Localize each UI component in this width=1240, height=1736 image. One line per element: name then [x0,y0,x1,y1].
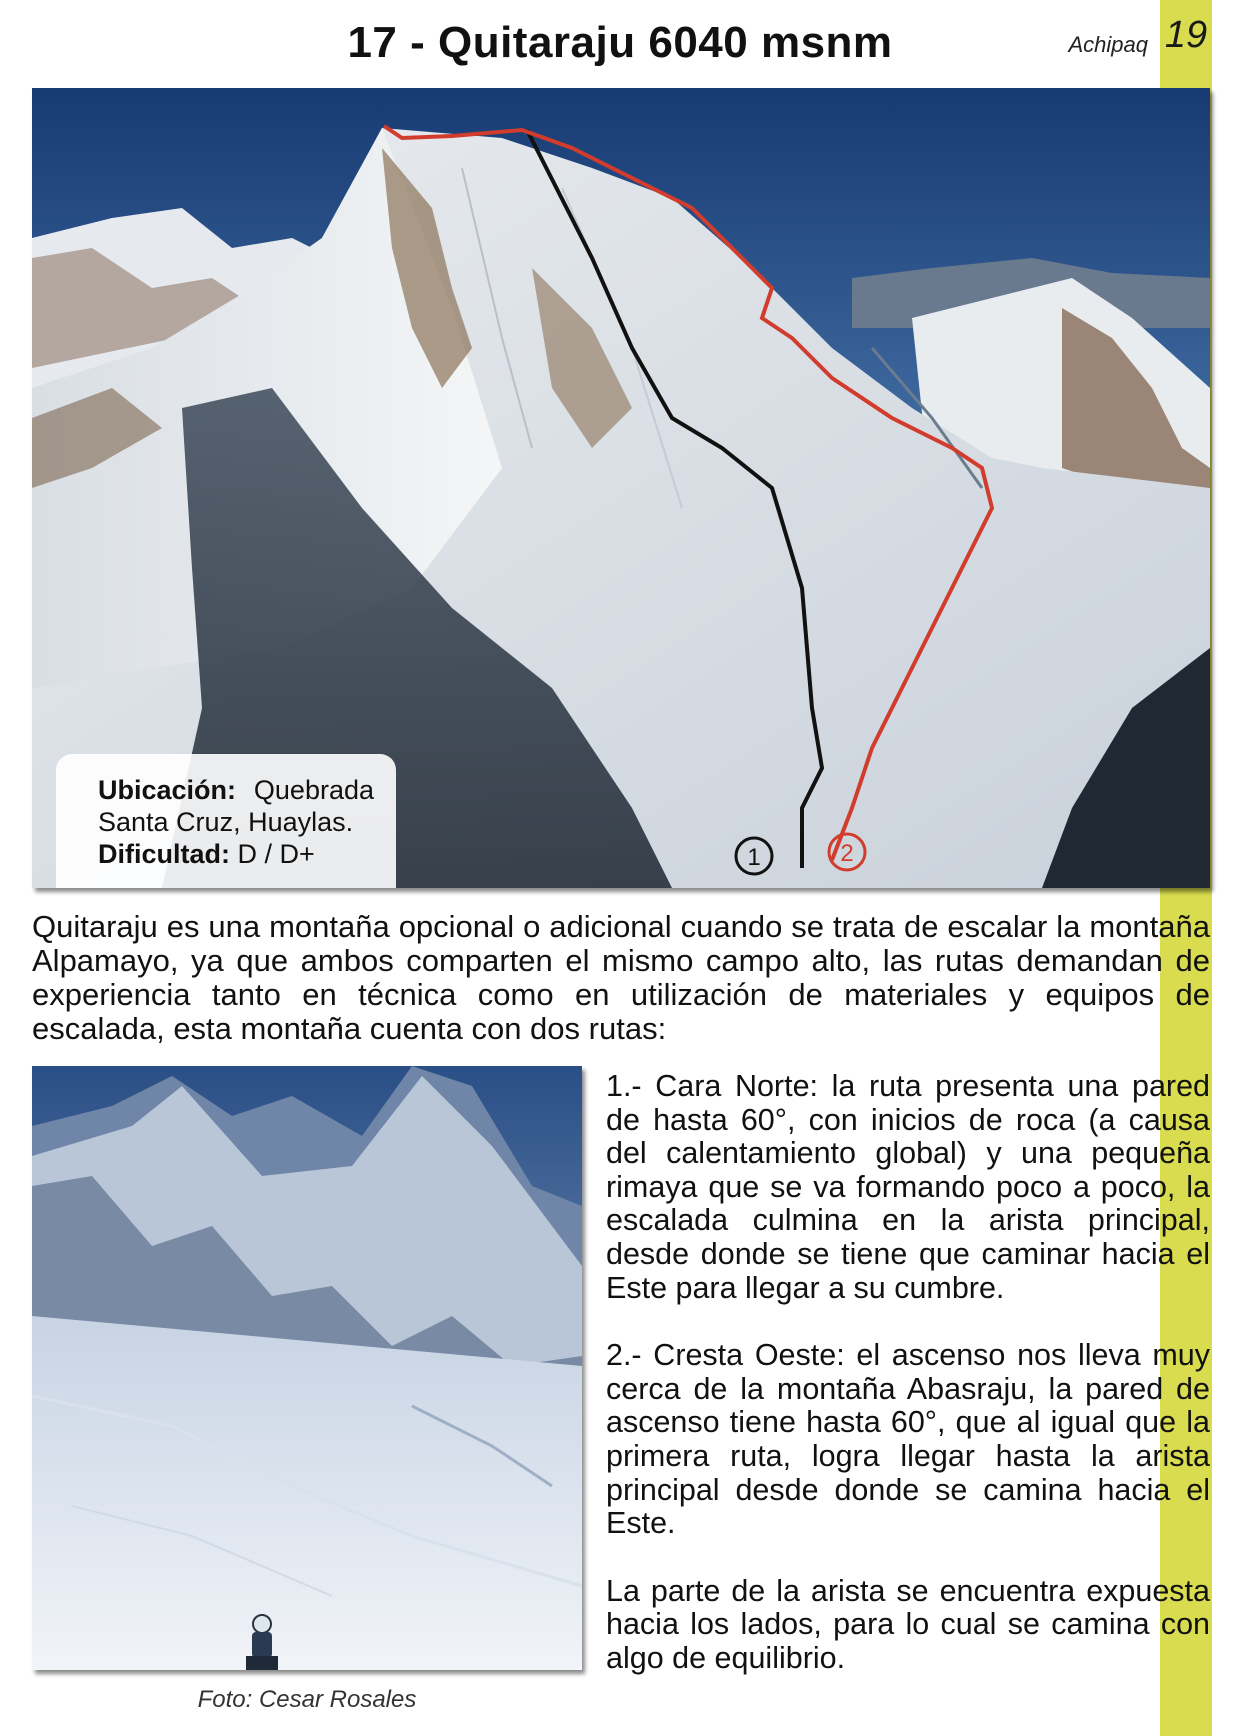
page-title: 17 - Quitaraju 6040 msnm [347,18,893,67]
location-value-line2: Santa Cruz, Huaylas. [98,807,354,837]
photo-credit: Foto: Cesar Rosales [197,1686,417,1713]
route-1-description: 1.- Cara Norte: la ruta presenta una pared de hasta 60°, con inicios de roca (a causa del calentamiento global) y una pequeña rimaya que se va formando poco a poco, la escalada culmina en la arista principal, desde donde se tiene que caminar hacia el Este para llegar a su cumbre. [606,1069,1210,1305]
climber-illustration [32,1066,582,1670]
route-1-marker-label: 1 [747,844,761,871]
climber-photo [32,1066,582,1670]
info-box [56,754,396,888]
difficulty-label: Dificultad: [98,839,230,869]
page-number: 19 [1164,14,1208,56]
hero-photo [32,88,1210,888]
route-2-description: 2.- Cresta Oeste: el ascenso nos lleva muy cerca de la montaña Abasraju, la pared de ascenso tiene hasta 60°, que al igual que la primera ruta, logra llegar hasta la arista principal desde donde se camina hacia el Este. [606,1338,1210,1541]
intro-paragraph: Quitaraju es una montaña opcional o adicional cuando se trata de escalar la montaña Alpamayo, ya que ambos comparten el mismo campo alto, las rutas demandan de experiencia tanto en técnica como en utilización de materiales y equipos de escalada, esta montaña cuenta con dos rutas: [32,909,1210,1046]
book-name: Achipaq [1068,32,1148,57]
location-label: Ubicación: [98,775,237,805]
difficulty-value: D / D+ [237,839,315,869]
ridge-note: La parte de la arista se encuentra expuesta hacia los lados, para lo cual se camina con algo de equilibrio. [606,1573,1210,1675]
route-2-marker-label: 2 [840,840,854,867]
location-value-line1: Quebrada [253,775,374,805]
routes-description [606,1070,1210,1710]
